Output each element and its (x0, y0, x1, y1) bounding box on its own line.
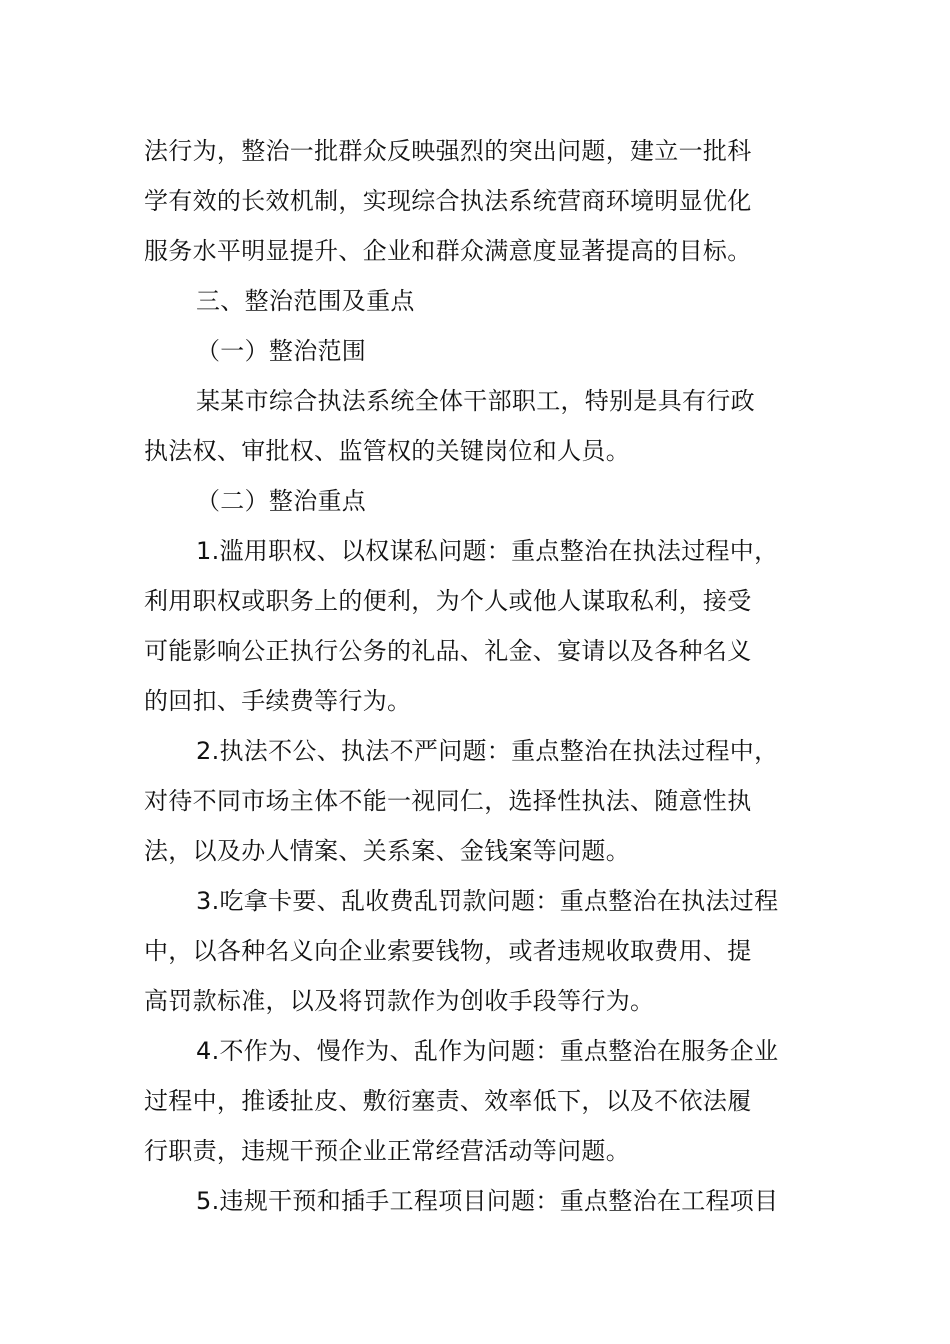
paragraph-line: 可能影响公正执行公务的礼品、礼金、宴请以及各种名义 (144, 637, 752, 665)
subsection-heading: （二）整治重点 (196, 487, 367, 515)
paragraph-line: 高罚款标准，以及将罚款作为创收手段等行为。 (144, 987, 655, 1015)
section-heading: 三、整治范围及重点 (196, 287, 415, 315)
paragraph-line: 某某市综合执法系统全体干部职工，特别是具有行政 (196, 387, 755, 415)
paragraph-line: 行职责，违规干预企业正常经营活动等问题。 (144, 1137, 630, 1165)
paragraph-line: 法行为，整治一批群众反映强烈的突出问题，建立一批科 (144, 137, 752, 165)
paragraph-line: 法，以及办人情案、关系案、金钱案等问题。 (144, 837, 630, 865)
paragraph-line: 过程中，推诿扯皮、敷衍塞责、效率低下，以及不依法履 (144, 1087, 752, 1115)
paragraph-line: 4.不作为、慢作为、乱作为问题：重点整治在服务企业 (196, 1037, 779, 1065)
paragraph-line: 5.违规干预和插手工程项目问题：重点整治在工程项目 (196, 1187, 779, 1215)
paragraph-line: 执法权、审批权、监管权的关键岗位和人员。 (144, 437, 630, 465)
paragraph-line: 中，以各种名义向企业索要钱物，或者违规收取费用、提 (144, 937, 752, 965)
subsection-heading: （一）整治范围 (196, 337, 367, 365)
paragraph-line: 3.吃拿卡要、乱收费乱罚款问题：重点整治在执法过程 (196, 887, 779, 915)
paragraph-line: 对待不同市场主体不能一视同仁，选择性执法、随意性执 (144, 787, 752, 815)
paragraph-line: 1.滥用职权、以权谋私问题：重点整治在执法过程中， (196, 537, 779, 565)
paragraph-line: 2.执法不公、执法不严问题：重点整治在执法过程中， (196, 737, 779, 765)
paragraph-line: 利用职权或职务上的便利，为个人或他人谋取私利，接受 (144, 587, 752, 615)
paragraph-line: 服务水平明显提升、企业和群众满意度显著提高的目标。 (144, 237, 752, 265)
paragraph-line: 的回扣、手续费等行为。 (144, 687, 412, 715)
paragraph-line: 学有效的长效机制，实现综合执法系统营商环境明显优化 (144, 187, 752, 215)
